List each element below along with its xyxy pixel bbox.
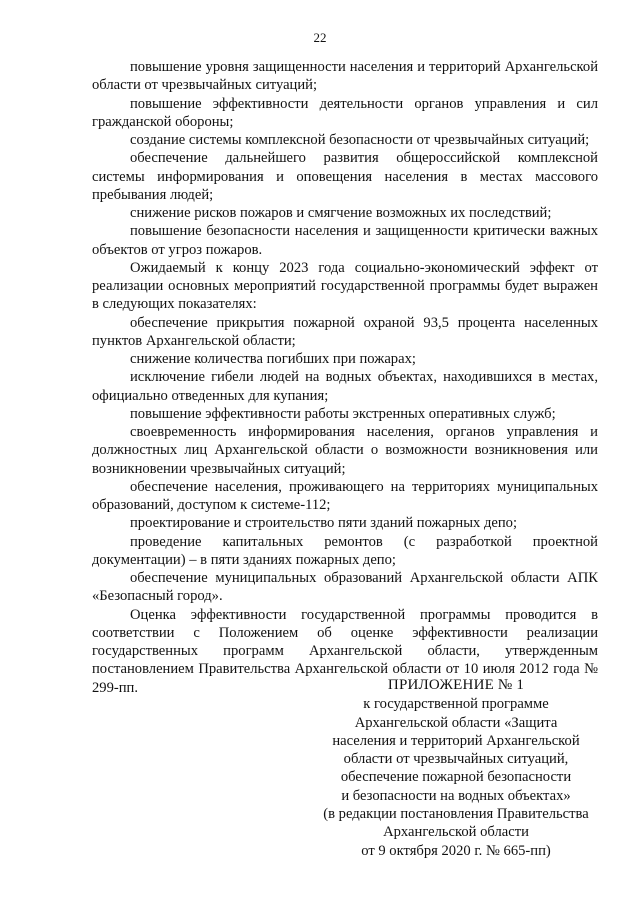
paragraph: Оценка эффективности государственной программы проводится в соответствии с Положением об оценке эффективности реализации государственных программ Архангельской области, утвержденным постановлением Правительства Архангельской области от 10 июля 2012 года № 299-пп.: [92, 606, 598, 696]
paragraph: снижение количества погибших при пожарах;: [130, 351, 416, 367]
appendix-line: области от чрезвычайных ситуаций,: [343, 751, 569, 768]
paragraph: проведение капитальных ремонтов (с разработкой проектной документации) – в пяти зданиях пожарных депо;: [92, 533, 598, 568]
paragraph: обеспечение населения, проживающего на территориях муниципальных образований, доступом к системе-112;: [92, 478, 598, 513]
paragraph: создание системы комплексной безопасности от чрезвычайных ситуаций;: [130, 132, 590, 148]
appendix-block: [300, 676, 612, 860]
appendix-line: населения и территорий Архангельской: [332, 732, 580, 749]
paragraph: исключение гибели людей на водных объектах, находившихся в местах, официально отведенных для купания;: [92, 369, 598, 404]
page-number: 22: [313, 30, 327, 45]
appendix-line: Архангельской области «Защита: [354, 714, 558, 731]
paragraph: повышение безопасности населения и защищенности критически важных объектов от угроз пожаров.: [92, 223, 598, 258]
appendix-line: и безопасности на водных объектах»: [341, 787, 571, 804]
paragraph: обеспечение прикрытия пожарной охраной 93,5 процента населенных пунктов Архангельской области;: [92, 314, 598, 349]
appendix-line: от 9 октября 2020 г. № 665-пп): [361, 842, 551, 859]
body-text: [92, 58, 598, 697]
appendix-line: (в редакции постановления Правительства: [323, 806, 589, 823]
paragraph: проектирование и строительство пяти зданий пожарных депо;: [130, 515, 518, 532]
paragraph: Ожидаемый к концу 2023 года социально-экономический эффект от реализации основных мероприятий государственной программы будет выражен в следующих показателях:: [92, 259, 598, 313]
appendix-line: Архангельской области: [383, 824, 529, 841]
paragraph: повышение уровня защищенности населения и территорий Архангельской области от чрезвычайных ситуаций;: [92, 59, 598, 94]
paragraph: повышение эффективности работы экстренных оперативных служб;: [130, 405, 556, 422]
paragraph: своевременность информирования населения, органов управления и должностных лиц Архангельской области о возможности возникновения или возникновении чрезвычайных ситуаций;: [92, 424, 598, 477]
appendix-line: к государственной программе: [363, 696, 549, 713]
appendix-title: ПРИЛОЖЕНИЕ № 1: [387, 677, 525, 693]
appendix-line: обеспечение пожарной безопасности: [340, 769, 572, 786]
paragraph: обеспечение муниципальных образований Архангельской области АПК «Безопасный город».: [92, 570, 598, 605]
paragraph: повышение эффективности деятельности органов управления и сил гражданской обороны;: [92, 95, 598, 130]
paragraph: обеспечение дальнейшего развития общероссийской комплексной системы информирования и оповещения населения в местах массового пребывания людей;: [92, 150, 598, 203]
paragraph: снижение рисков пожаров и смягчение возможных их последствий;: [130, 205, 552, 221]
